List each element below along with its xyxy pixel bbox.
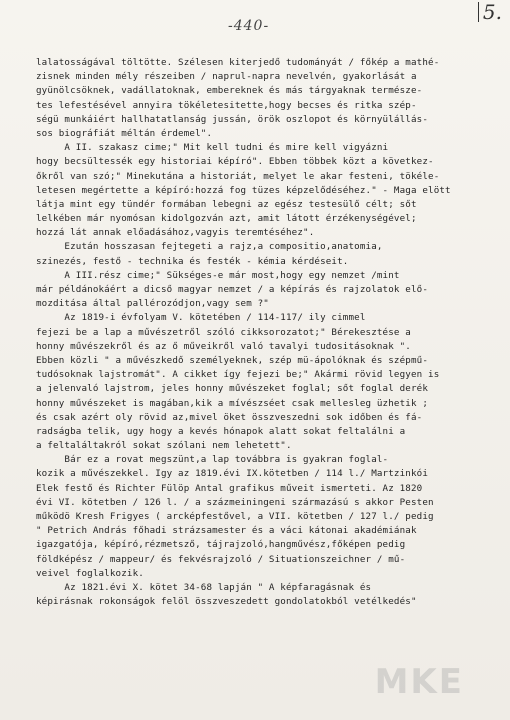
- text-line: a feltaláltakról sokat szólani nem lehetett".: [36, 440, 292, 452]
- text-line: a jelenvaló lajstrom, jeles honny művészeket foglal; sőt foglal derék: [36, 383, 429, 395]
- handwritten-corner-number: 5.: [478, 2, 502, 22]
- text-line: A II. szakasz cime;" Mit kell tudni és mire kell vigyázni: [36, 142, 389, 154]
- text-line: működö Kresh Frigyes ( arcképfestővel, a VII. kötetben / 127 l./ pedig: [36, 511, 434, 522]
- text-line: Elek festő és Richter Fülöp Antal grafikus műveit ismerteti. Az 1820: [36, 482, 423, 494]
- text-line: sos biográfiát méltán érdemel".: [36, 127, 213, 139]
- text-line: kozik a művészekkel. Igy az 1819.évi IX.kötetben / 114 l./ Martzinkói: [36, 468, 429, 480]
- text-line: földképész / mappeur/ és fekvésrajzoló / Situationszeichner / mű-: [36, 553, 406, 565]
- text-line: Az 1821.évi X. kötet 34-68 lapján " A képfaragásnak és: [36, 581, 372, 593]
- text-line: és csak azért oly rövid az,mivel öket összveszedni sok időben és fá-: [36, 411, 423, 423]
- text-line: veivel foglalkozik.: [36, 567, 144, 579]
- text-line: tes lefestésével annyira tökéletesitette,hogy becses és ritka szép-: [36, 99, 417, 111]
- handwritten-page-number: -440-: [228, 18, 270, 34]
- text-line: mozditása által pallérozódjon,vagy sem ?": [36, 298, 269, 310]
- text-line: Ebben közli " a művészkedő személyeknek, szép mü-ápolóknak és szépmű-: [36, 354, 429, 366]
- text-line: zisnek minden mély részeiben / naprul-napra nevelvén, gyakorlását a: [36, 71, 417, 83]
- text-line: évi VI. kötetben / 126 l. / a százmeiningeni származású s akkor Pesten: [36, 496, 434, 508]
- text-line: szinezés, festő - technika és festék - kémia kérdéseit.: [36, 255, 349, 267]
- text-line: képirásnak rokonságok felöl összveszedett gondolatokból vetélkedés": [36, 596, 417, 608]
- text-line: honny művészeket is magában,kik a mívészséet csak mellesleg üzhetik ;: [36, 397, 429, 409]
- text-line: lalatosságával töltötte. Szélesen kiterjedő tudományát / főkép a mathé-: [36, 57, 440, 68]
- text-line: hogy becsültessék egy historiai képíró". Ebben többek közt a következ-: [36, 156, 434, 168]
- typed-body-text: [36, 56, 498, 609]
- text-line: már példánokáért a dicső magyar nemzet / a képírás és rajzolatok elő-: [36, 284, 429, 295]
- text-line: ségü munkáiért hallhatatlanság jussán, örök oszlopot és környülállás-: [36, 113, 429, 125]
- text-line: " Petrich András főhadi strázsamester és a váci kátonai akadémiának: [36, 525, 417, 537]
- text-line: Az 1819-i évfolyam V. kötetében / 114-117/ ily cimmel: [36, 312, 366, 324]
- text-line: A III.rész cime;" Sükséges-e már most,hogy egy nemzet /mint: [36, 269, 400, 281]
- text-line: honny művészekről és az ő műveikről való tavalyi tudositásoknak ".: [36, 340, 411, 352]
- text-line: lelkében már nyomósan kidolgozván azt, amit látott érzékenységével;: [36, 213, 417, 225]
- text-line: látja mint egy tündér formában lebegni az egész testesülő célt; sőt: [36, 198, 417, 210]
- text-line: igazgatója, képíró,rézmetsző, tájrajzoló,hangművész,főképen pedig: [36, 539, 406, 551]
- text-line: Bár ez a rovat megszünt,a lap továbbra is gyakran foglal-: [36, 454, 389, 466]
- text-line: őkről van szó;" Minekutána a historiát, melyet le akar festeni, tökéle-: [36, 170, 440, 182]
- text-line: gyünölcsöknek, vadállatoknak, embereknek és más tárgyaknak természe-: [36, 85, 423, 97]
- text-line: fejezi be a lap a művészetről szóló cikksorozatot;" Bérekesztése a: [36, 326, 411, 338]
- archive-watermark: MKE: [374, 662, 464, 702]
- text-line: Ezután hosszasan fejtegeti a rajz,a compositio,anatomia,: [36, 241, 383, 253]
- text-line: letesen megértette a képíró:hozzá fog tüzes képzelődéséhez." - Maga elött: [36, 184, 451, 196]
- text-line: radságba telik, ugy hogy a kevés hónapok alatt sokat feltalálni a: [36, 425, 406, 437]
- text-line: tudósoknak lajstromát". A cikket így fejezi be;" Akármi rövid legyen is: [36, 369, 440, 381]
- text-line: hozzá lát annak előadásához,vagyis teremtéséhez".: [36, 227, 315, 239]
